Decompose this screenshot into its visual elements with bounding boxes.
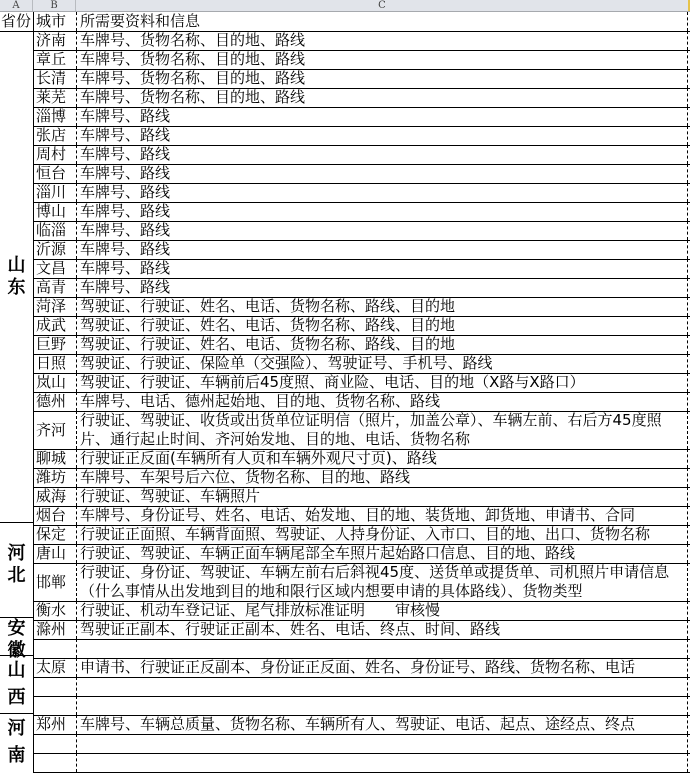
info-cell[interactable]: 车牌号、路线 — [76, 240, 688, 259]
table-row — [0, 259, 690, 278]
table-row — [0, 544, 690, 563]
city-cell[interactable]: 邯郸 — [33, 563, 76, 601]
table-row — [0, 297, 690, 316]
info-cell[interactable]: 车牌号、车辆总质量、货物名称、车辆所有人、驾驶证、电话、起点、途经点、终点 — [76, 715, 688, 734]
info-cell[interactable] — [76, 677, 688, 696]
province-char: 安 — [7, 618, 26, 639]
city-cell[interactable]: 烟台 — [33, 506, 76, 525]
info-cell[interactable]: 车牌号、路线 — [76, 221, 688, 240]
header-city[interactable]: 城市 — [33, 12, 76, 31]
province-char: 西 — [7, 687, 26, 708]
table-row — [0, 373, 690, 392]
province-char: 徽 — [7, 640, 26, 661]
city-cell[interactable]: 博山 — [33, 202, 76, 221]
table-row — [0, 145, 690, 164]
province-henan[interactable] — [0, 715, 33, 769]
info-cell[interactable]: 驾驶证正副本、行驶证正副本、姓名、电话、终点、时间、路线 — [76, 620, 688, 639]
info-cell[interactable]: 行驶证、驾驶证、车辆正面车辆尾部全车照片起始路口信息、目的地、路线 — [76, 544, 688, 563]
table-row — [0, 202, 690, 221]
info-cell[interactable] — [76, 696, 688, 715]
city-cell[interactable]: 济南 — [33, 31, 76, 50]
city-cell[interactable]: 齐河 — [33, 411, 76, 449]
info-cell[interactable]: 行驶证正面照、车辆背面照、驾驶证、人持身份证、入市口、目的地、出口、货物名称 — [76, 525, 688, 544]
info-cell[interactable]: 车牌号、货物名称、目的地、路线 — [76, 50, 688, 69]
city-cell[interactable]: 滁州 — [33, 620, 76, 639]
table-row — [0, 449, 690, 468]
divider — [0, 617, 33, 618]
table-row — [0, 335, 690, 354]
table-row — [0, 715, 690, 734]
info-cell[interactable]: 车牌号、货物名称、目的地、路线 — [76, 69, 688, 88]
info-cell[interactable]: 车牌号、货物名称、目的地、路线 — [76, 31, 688, 50]
table-row — [0, 31, 690, 50]
info-cell[interactable]: 驾驶证、行驶证、姓名、电话、货物名称、路线、目的地 — [76, 335, 688, 354]
city-cell[interactable]: 威海 — [33, 487, 76, 506]
info-cell[interactable]: 驾驶证、行驶证、姓名、电话、货物名称、路线、目的地 — [76, 316, 688, 335]
province-char: 东 — [7, 277, 26, 298]
table-row — [0, 50, 690, 69]
city-cell[interactable]: 章丘 — [33, 50, 76, 69]
city-cell[interactable]: 淄博 — [33, 107, 76, 126]
city-cell[interactable] — [33, 696, 76, 715]
table-row — [0, 468, 690, 487]
info-cell[interactable]: 车牌号、车架号后六位、货物名称、目的地、路线 — [76, 468, 688, 487]
info-cell[interactable]: 行驶证、驾驶证、车辆照片 — [76, 487, 688, 506]
info-cell[interactable]: 车牌号、路线 — [76, 145, 688, 164]
info-cell[interactable]: 车牌号、路线 — [76, 107, 688, 126]
city-cell[interactable]: 沂源 — [33, 240, 76, 259]
table-row — [0, 69, 690, 88]
table-row — [0, 506, 690, 525]
table-row — [0, 316, 690, 335]
city-cell[interactable]: 太原 — [33, 658, 76, 677]
city-cell[interactable]: 长清 — [33, 69, 76, 88]
table-row — [0, 620, 690, 639]
info-cell[interactable]: 车牌号、身份证号、姓名、电话、始发地、目的地、装货地、卸货地、申请书、合同 — [76, 506, 688, 525]
city-cell[interactable]: 文昌 — [33, 259, 76, 278]
city-cell[interactable] — [33, 639, 76, 658]
table-row — [0, 658, 690, 677]
info-cell[interactable]: 行驶证、身份证、驾驶证、车辆左前右后斜视45度、送货单或提货单、司机照片申请信息（什么事情从出发地到目的地和限行区域内想要申请的具体路线）、货物类型 — [76, 563, 688, 601]
table-row — [0, 126, 690, 145]
city-cell[interactable]: 聊城 — [33, 449, 76, 468]
city-cell[interactable]: 高青 — [33, 278, 76, 297]
city-cell[interactable]: 恒台 — [33, 164, 76, 183]
info-cell[interactable]: 驾驶证、行驶证、保险单（交强险）、驾驶证号、手机号、路线 — [76, 354, 688, 373]
table-row — [0, 734, 690, 753]
city-cell[interactable]: 郑州 — [33, 715, 76, 734]
divider — [0, 522, 33, 523]
table-row — [0, 240, 690, 259]
province-char: 河 — [7, 543, 26, 564]
info-cell[interactable] — [76, 753, 688, 772]
table-row — [0, 278, 690, 297]
city-cell[interactable]: 成武 — [33, 316, 76, 335]
province-shanxi[interactable] — [0, 657, 33, 711]
info-cell[interactable]: 行驶证、机动车登记证、尾气排放标准证明 审核慢 — [76, 601, 688, 620]
info-cell[interactable]: 车牌号、路线 — [76, 259, 688, 278]
province-char: 山 — [7, 660, 26, 681]
province-hebei[interactable] — [0, 543, 33, 587]
city-cell[interactable] — [33, 734, 76, 753]
province-char: 河 — [7, 718, 26, 739]
table-row — [0, 601, 690, 620]
city-cell[interactable]: 巨野 — [33, 335, 76, 354]
city-cell[interactable]: 淄川 — [33, 183, 76, 202]
city-cell[interactable]: 张店 — [33, 126, 76, 145]
info-cell[interactable]: 行驶证正反面(车辆所有人页和车辆外观尺寸页)、路线 — [76, 449, 688, 468]
info-cell[interactable] — [76, 734, 688, 753]
city-cell[interactable] — [33, 677, 76, 696]
info-cell[interactable]: 车牌号、路线 — [76, 183, 688, 202]
info-cell[interactable]: 车牌号、路线 — [76, 202, 688, 221]
info-cell[interactable]: 申请书、行驶证正反副本、身份证正反面、姓名、身份证号、路线、货物名称、电话 — [76, 658, 688, 677]
province-char: 北 — [7, 565, 26, 586]
info-cell[interactable]: 车牌号、路线 — [76, 278, 688, 297]
province-char: 南 — [7, 745, 26, 766]
info-cell[interactable] — [76, 639, 688, 658]
city-cell[interactable]: 唐山 — [33, 544, 76, 563]
table-row — [0, 88, 690, 107]
column-header-a[interactable]: A — [0, 0, 33, 11]
header-row — [0, 12, 690, 31]
table-row — [0, 487, 690, 506]
info-cell[interactable]: 行驶证、驾驶证、收货或出货单位证明信（照片，加盖公章）、车辆左前、右后方45度照片、通行起止时间、齐河始发地、目的地、电话、货物名称 — [76, 411, 688, 449]
info-cell[interactable]: 车牌号、路线 — [76, 126, 688, 145]
info-cell[interactable]: 驾驶证、行驶证、车辆前后45度照、商业险、电话、目的地（X路与X路口） — [76, 373, 688, 392]
row-border — [33, 31, 690, 32]
divider — [0, 713, 33, 714]
city-cell[interactable]: 保定 — [33, 525, 76, 544]
header-info[interactable]: 所需要资料和信息 — [76, 12, 688, 31]
table-row — [0, 411, 690, 449]
city-cell[interactable]: 衡水 — [33, 601, 76, 620]
city-cell[interactable]: 周村 — [33, 145, 76, 164]
table-row — [0, 221, 690, 240]
column-header-b[interactable]: B — [33, 0, 76, 11]
city-cell[interactable] — [33, 753, 76, 772]
header-province[interactable]: 省份 — [1, 12, 32, 30]
table-row — [0, 563, 690, 601]
table-row — [0, 183, 690, 202]
table-row — [0, 677, 690, 696]
city-cell[interactable]: 莱芜 — [33, 88, 76, 107]
table-row — [0, 639, 690, 658]
province-shandong[interactable] — [0, 255, 33, 299]
city-cell[interactable]: 日照 — [33, 354, 76, 373]
info-cell[interactable]: 车牌号、货物名称、目的地、路线 — [76, 88, 688, 107]
info-cell[interactable]: 车牌号、路线 — [76, 164, 688, 183]
column-header-bar — [0, 0, 690, 12]
city-cell[interactable]: 菏泽 — [33, 297, 76, 316]
divider — [0, 655, 33, 656]
info-cell[interactable]: 驾驶证、行驶证、姓名、电话、货物名称、路线、目的地 — [76, 297, 688, 316]
info-cell[interactable]: 车牌号、电话、德州起始地、目的地、货物名称、路线 — [76, 392, 688, 411]
city-cell[interactable]: 德州 — [33, 392, 76, 411]
city-cell[interactable]: 岚山 — [33, 373, 76, 392]
table-row — [0, 354, 690, 373]
table-row — [0, 525, 690, 544]
column-header-c[interactable]: C — [76, 0, 690, 11]
table-row — [0, 392, 690, 411]
table-row — [0, 696, 690, 715]
province-char: 山 — [7, 255, 26, 276]
table-row — [0, 164, 690, 183]
city-cell[interactable]: 潍坊 — [33, 468, 76, 487]
table-row — [0, 753, 690, 772]
city-cell[interactable]: 临淄 — [33, 221, 76, 240]
table-row — [0, 107, 690, 126]
